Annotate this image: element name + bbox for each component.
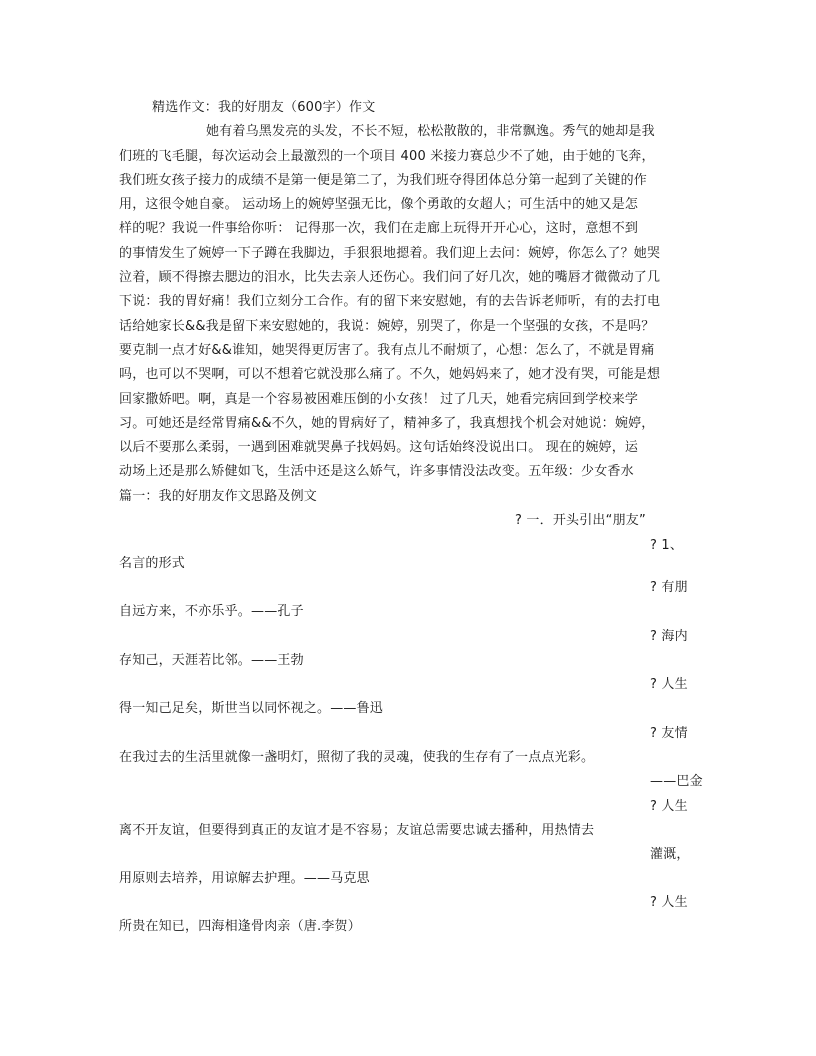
outline-bullet: ? 人生 (650, 677, 688, 692)
outline-bullet: ? 人生 (650, 799, 688, 814)
essay-line: 泣着，顾不得擦去腮边的泪水，比失去亲人还伤心。我们问了好几次，她的嘴唇才微微动了几 (119, 270, 661, 285)
outline-bullet: ? 有朋 (650, 580, 688, 595)
quote-text: 自远方来，不亦乐乎。——孔子 (119, 604, 304, 619)
essay-line: 要克制一点才好&&谁知，她哭得更厉害了。我有点儿不耐烦了，心想：怎么了，不就是胃痛 (119, 343, 655, 358)
quote-text: 用原则去培养，用谅解去护理。——马克思 (119, 871, 370, 886)
essay-line: 动场上还是那么矫健如飞，生活中还是这么娇气，许多事情没法改变。五年级：少女香水 (119, 464, 634, 479)
quote-text: 所贵在知已，四海相逢骨肉亲（唐.李贺） (119, 919, 361, 934)
essay-line: 样的呢？我说一件事给你听： 记得那一次，我们在走廊上玩得开开心心，这时，意想不到 (119, 221, 639, 236)
outline-bullet: ? 海内 (650, 629, 688, 644)
quote-text: 离不开友谊，但要得到真正的友谊才是不容易；友谊总需要忠诚去播种，用热情去 (119, 823, 595, 838)
essay-line: 的事情发生了婉婷一下子蹲在我脚边，手狠狠地摁着。我们迎上去问：婉婷，你怎么了？她哭 (119, 246, 661, 261)
outline-item: ? 一．开头引出“朋友” (515, 513, 646, 528)
quote-text: 在我过去的生活里就像一盏明灯，照彻了我的灵魂，使我的生存有了一点点光彩。 (119, 750, 595, 765)
outline-bullet: ? 友情 (650, 726, 688, 741)
section-heading: 篇一：我的好朋友作文思路及例文 (119, 489, 318, 504)
essay-line: 习。可她还是经常胃痛&&不久，她的胃病好了，精神多了，我真想找个机会对她说：婉婷， (119, 416, 655, 431)
essay-line: 以后不要那么柔弱，一遇到困难就哭鼻子找妈妈。这句话始终没说出口。 现在的婉婷，运 (119, 440, 639, 455)
quote-text: 灌溉， (650, 847, 690, 862)
quote-author: ——巴金 (650, 774, 703, 789)
essay-line: 她有着乌黑发亮的头发，不长不短，松松散散的，非常飘逸。秀气的她却是我 (206, 124, 655, 139)
quote-text: 得一知己足矣，斯世当以同怀视之。——鲁迅 (119, 701, 384, 716)
essay-line: 下说：我的胃好痛！我们立刻分工合作。有的留下来安慰她，有的去告诉老师听，有的去打电 (119, 294, 661, 309)
essay-line: 我们班女孩子接力的成绩不是第一便是第二了，为我们班夺得团体总分第一起到了关键的作 (119, 173, 648, 188)
outline-bullet: ? 1、 (650, 538, 684, 553)
essay-line: 吗，也可以不哭啊，可以不想着它就没那么痛了。不久，她妈妈来了，她才没有哭，可能是想 (119, 367, 661, 382)
essay-line: 话给她家长&&我是留下来安慰她的，我说：婉婷，别哭了，你是一个坚强的女孩，不是吗？ (119, 319, 655, 334)
essay-line: 们班的飞毛腿，每次运动会上最激烈的一个项目 400 米接力赛总少不了她，由于她的飞奔， (119, 149, 655, 164)
outline-text: 名言的形式 (119, 556, 186, 571)
essay-line: 用，这很令她自豪。 运动场上的婉婷坚强无比，像个勇敢的女超人；可生活中的她又是怎 (119, 197, 639, 212)
quote-text: 存知己，天涯若比邻。——王勃 (119, 653, 304, 668)
essay-line: 回家撒娇吧。啊，真是一个容易被困难压倒的小女孩！ 过了几天，她看完病回到学校来学 (119, 392, 639, 407)
outline-bullet: ? 人生 (650, 895, 688, 910)
essay-title: 精选作文：我的好朋友（600字）作文 (152, 100, 376, 115)
